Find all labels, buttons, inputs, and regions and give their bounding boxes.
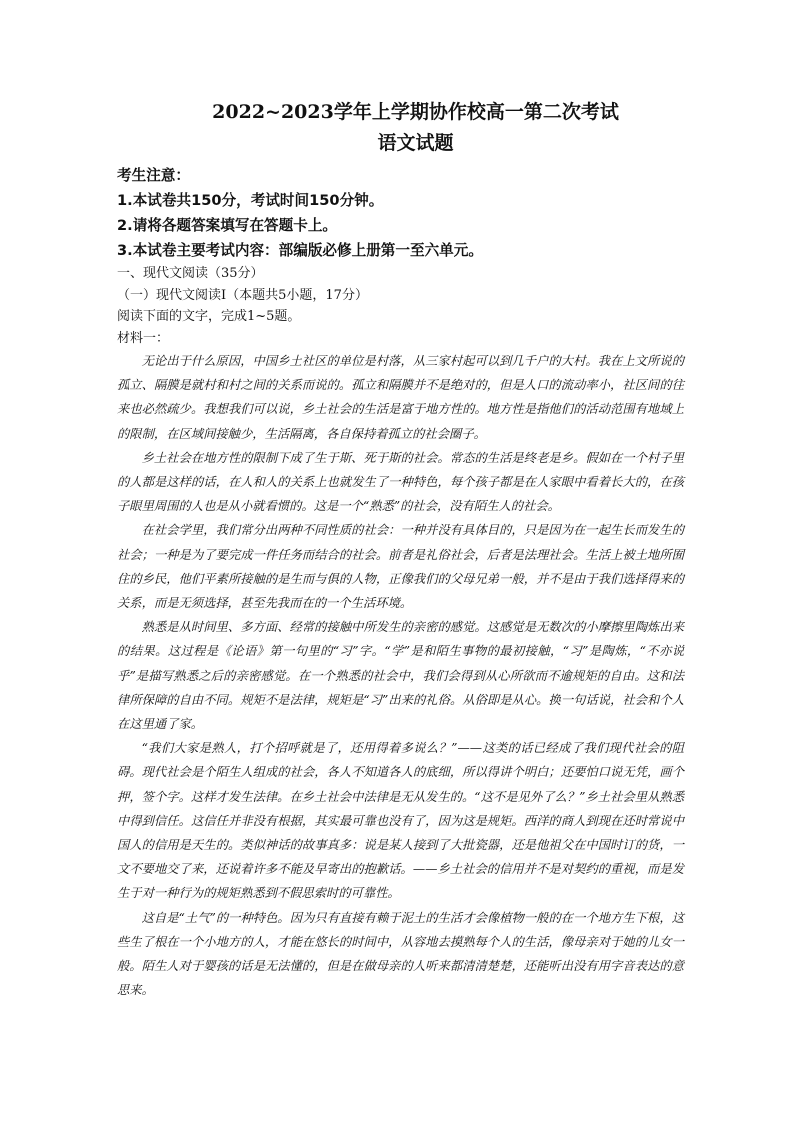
passage-paragraph: 乡土社会在地方性的限制下成了生于斯、死于斯的社会。常态的生活是终老是乡。假如在一个村子里的人都是这样的话，在人和人的关系上也就发生了一种特色，每个孩子都是在人家眼中看着长大的，在孩子眼里周围的人也是从小就看惯的。这是一个“熟悉”的社会，没有陌生人的社会。 [117,450,684,514]
notice-item: 2.请将各题答案填写在答题卡上。 [117,217,338,234]
exam-title: 2022~2023学年上学期协作校高一第二次考试 [212,101,619,123]
subject-title: 语文试题 [377,132,454,154]
passage-paragraph: 无论出于什么原因，中国乡土社区的单位是村落，从三家村起可以到几千户的大村。我在上文所说的孤立、隔膜是就村和村之间的关系而说的。孤立和隔膜并不是绝对的，但是人口的流动率小，社区间的往来也必然疏少。我想我们可以说，乡土社会的生活是富于地方性的。地方性是指他们的活动范围有地域上的限制，在区域间接触少，生活隔离，各自保持着孤立的社会圈子。 [117,354,684,441]
notice-item: 3.本试卷主要考试内容：部编版必修上册第一至六单元。 [117,242,483,259]
passage-paragraph: “我们大家是熟人，打个招呼就是了，还用得着多说么？”——这类的话已经成了我们现代社会的阻碍。现代社会是个陌生人组成的社会，各人不知道各人的底细，所以得讲个明白；还要怕口说无凭，画个押，签个字。这样才发生法律。在乡土社会中法律是无从发生的。“这不是见外了么？”乡土社会里从熟悉中得到信任。这信任并非没有根据，其实最可靠也没有了，因为这是规矩。西洋的商人到现在还时常说中国人的信用是天生的。类似神话的故事真多：说是某人接到了大批瓷器，还是他祖父在中国时订的货，一文不要地交了来，还说着许多不能及早寄出的抱歉话。——乡土社会的信用并不是对契约的重视，而是发生于对一种行为的规矩熟悉到不假思索时的可靠性。 [117,741,684,901]
notice-block [117,163,684,263]
passage [117,349,684,1002]
passage-paragraph: 熟悉是从时间里、多方面、经常的接触中所发生的亲密的感觉。这感觉是无数次的小摩擦里陶炼出来的结果。这过程是《论语》第一句里的“习”字。“学”是和陌生事物的最初接触，“习”是陶炼，“不亦说乎”是描写熟悉之后的亲密感觉。在一个熟悉的社会中，我们会得到从心所欲而不逾规矩的自由。这和法律所保障的自由不同。规矩不是法律，规矩是“习”出来的礼俗。从俗即是从心。换一句话说，社会和个人在这里通了家。 [117,620,684,732]
notice-heading: 考生注意： [117,167,190,184]
passage-paragraph: 这自是“土气”的一种特色。因为只有直接有赖于泥土的生活才会像植物一般的在一个地方生下根，这些生了根在一个小地方的人，才能在悠长的时间中，从容地去摸熟每个人的生活，像母亲对于她的儿女一般。陌生人对于婴孩的话是无法懂的，但是在做母亲的人听来都清清楚楚，还能听出没有用字音表达的意思来。 [117,910,684,998]
material-label: 材料一： [117,330,170,346]
part-heading: 一、现代文阅读（35分） [117,266,264,281]
sub-heading: （一）现代文阅读Ⅰ（本题共5小题，17分） [117,287,368,303]
instruction: 阅读下面的文字，完成1~5题。 [117,309,301,324]
passage-paragraph: 在社会学里，我们常分出两种不同性质的社会：一种并没有具体目的，只是因为在一起生长而发生的社会；一种是为了要完成一件任务而结合的社会。前者是礼俗社会，后者是法理社会。生活上被土地所囿住的乡民，他们平素所接触的是生而与俱的人物，正像我们的父母兄弟一般，并不是由于我们选择得来的关系，而是无须选择，甚至先我而在的一个生活环境。 [117,523,684,611]
notice-item: 1.本试卷共150分，考试时间150分钟。 [117,192,384,209]
